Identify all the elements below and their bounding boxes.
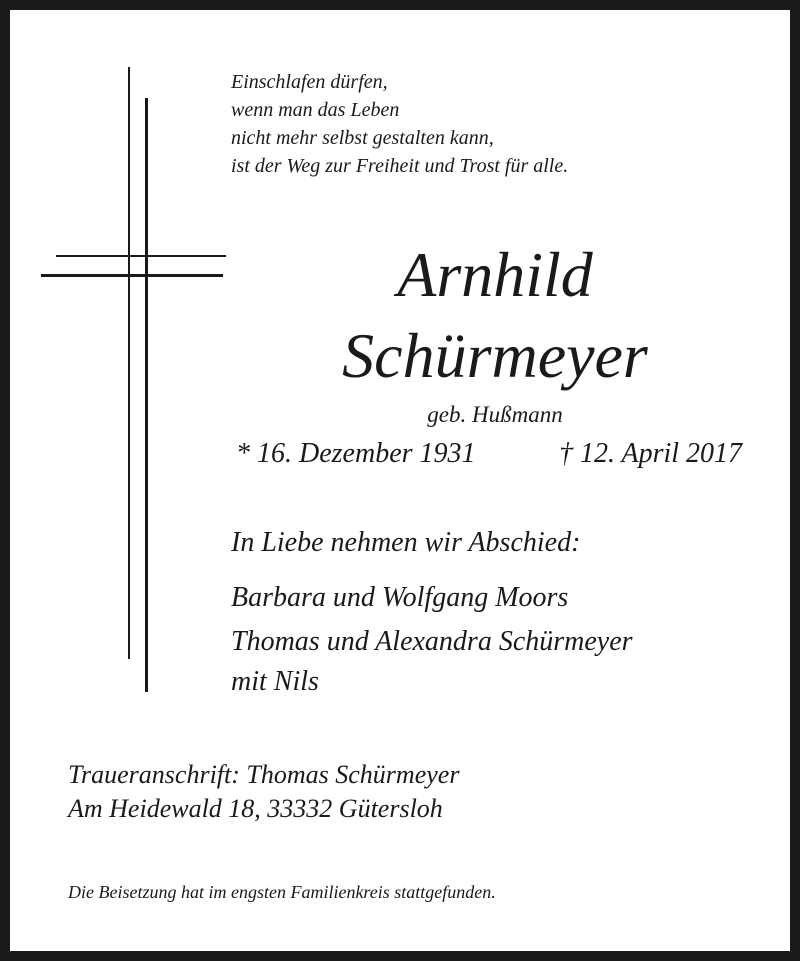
poem: [231, 68, 568, 180]
birth-name: geb. Hußmann: [427, 402, 563, 427]
mourners-list: [231, 576, 633, 700]
cross-horizontal-thick: [41, 274, 223, 277]
poem-line: Einschlafen dürfen,: [231, 71, 388, 93]
cross-horizontal-thin: [56, 255, 226, 257]
mourner-line: Thomas und Alexandra Schürmeyer: [231, 626, 633, 657]
address-line: Am Heidewald 18, 33332 Gütersloh: [68, 794, 443, 823]
deceased-first-name: Arnhild: [397, 239, 593, 310]
poem-line: wenn man das Leben: [231, 99, 400, 121]
cross-vertical-thin: [128, 67, 130, 659]
poem-line: nicht mehr selbst gestalten kann,: [231, 127, 494, 149]
deceased-last-name: Schürmeyer: [342, 320, 648, 391]
mourner-line: mit Nils: [231, 666, 319, 697]
burial-note: Die Beisetzung hat im engsten Familienkreis stattgefunden.: [68, 882, 496, 902]
birth-date: * 16. Dezember 1931: [236, 438, 476, 469]
mourner-line: Barbara und Wolfgang Moors: [231, 582, 569, 613]
cross-vertical-thick: [145, 98, 148, 692]
death-date: † 12. April 2017: [559, 438, 743, 469]
mourning-address: [68, 758, 459, 826]
farewell-heading: In Liebe nehmen wir Abschied:: [231, 527, 581, 558]
address-line: Traueranschrift: Thomas Schürmeyer: [68, 760, 460, 789]
poem-line: ist der Weg zur Freiheit und Trost für alle.: [231, 155, 569, 177]
